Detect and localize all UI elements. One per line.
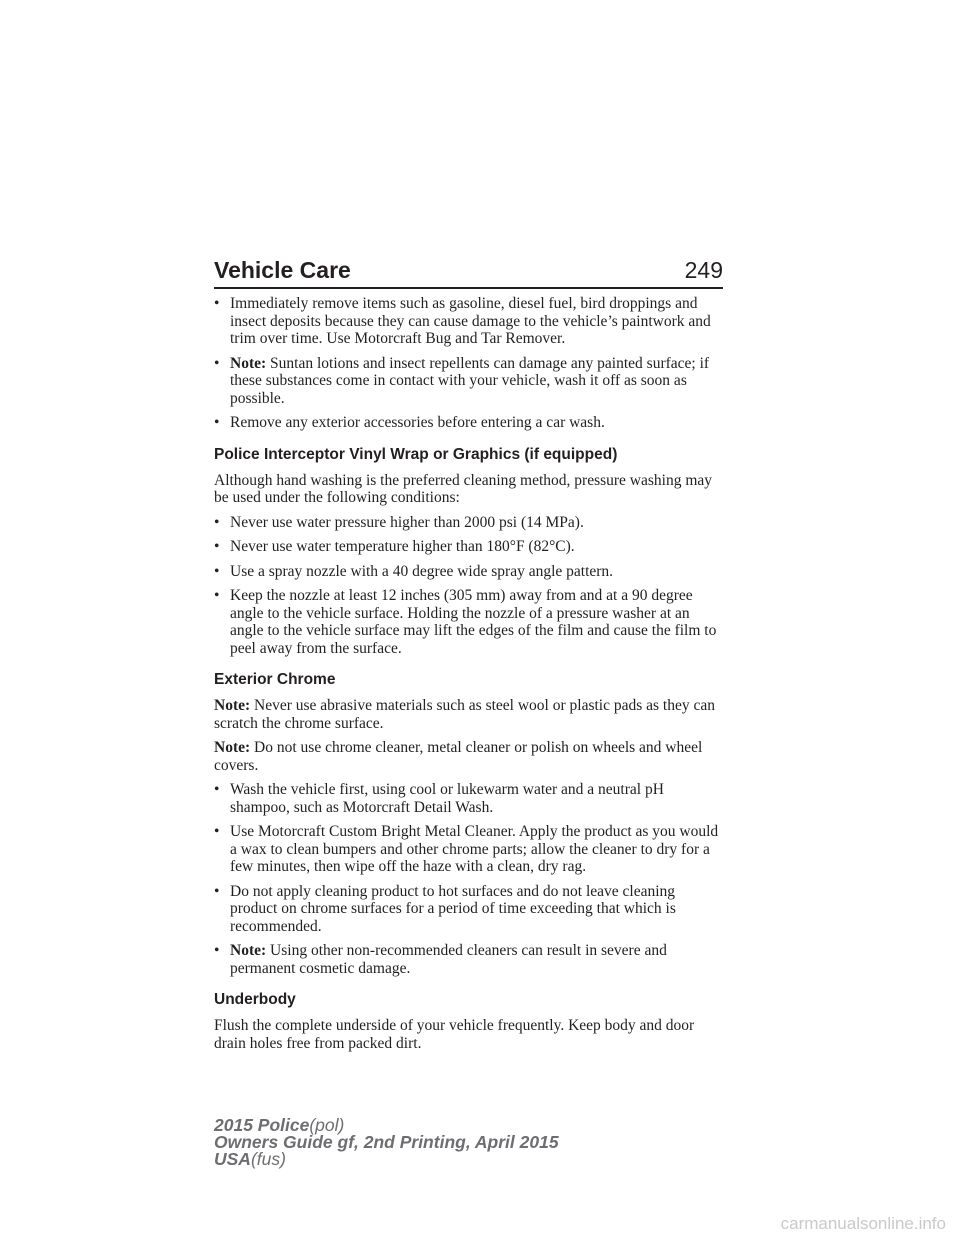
section-title: Vehicle Care	[214, 257, 351, 283]
bullet-text: Remove any exterior accessories before entering a car wash.	[230, 414, 605, 431]
bullet-text: Suntan lotions and insect repellents can damage any painted surface; if these substances come in contact with your vehicle, wash it off as soon as possible.	[230, 354, 710, 407]
bullet-text: Use a spray nozzle with a 40 degree wide spray angle pattern.	[230, 562, 614, 580]
footer-line-3	[214, 1151, 559, 1168]
paragraph: Although hand washing is the preferred cleaning method, pressure washing may be used under the following conditions:	[214, 471, 713, 506]
document-footer	[214, 1117, 559, 1168]
page-number: 249	[684, 257, 723, 283]
list-item	[214, 883, 723, 936]
header-divider	[214, 287, 723, 289]
bullet-text: Use Motorcraft Custom Bright Metal Cleaner. Apply the product as you would a wax to clean bumpers and other chrome parts; allow the cleaner to dry for a few minutes, then wipe off the haze with a clean, dry rag.	[230, 823, 719, 875]
bullet-glyph: •	[214, 354, 220, 372]
list-item	[214, 823, 723, 876]
section-heading-exterior-chrome: Exterior Chrome	[214, 671, 336, 688]
paragraph-text: Never use abrasive materials such as steel wool or plastic pads as they can scratch the chrome surface.	[214, 697, 715, 732]
note-label: Note:	[230, 354, 267, 372]
bullet-text: Wash the vehicle first, using cool or lukewarm water and a neutral pH shampoo, such as Motorcraft Detail Wash.	[230, 781, 664, 816]
bullet-text: Immediately remove items such as gasoline, diesel fuel, bird droppings and insect deposits because they can cause damage to the vehicle’s paintwork and trim over time. Use Motorcraft Bug and Tar Remover.	[230, 295, 711, 347]
bullet-glyph: •	[214, 781, 220, 798]
bullet-text: Never use water pressure higher than 2000 psi (14 MPa).	[230, 513, 584, 531]
bullet-glyph: •	[214, 414, 220, 431]
bullet-text: Do not apply cleaning product to hot surfaces and do not leave cleaning product on chrome surfaces for a period of time exceeding that which is recommended.	[230, 882, 676, 935]
paragraph-text: Do not use chrome cleaner, metal cleaner or polish on wheels and wheel covers.	[214, 739, 703, 774]
main-content	[214, 295, 723, 1059]
bullet-glyph: •	[214, 538, 220, 555]
bullet-text: Keep the nozzle at least 12 inches (305 mm) away from and at a 90 degree angle to the vehicle surface. Holding the nozzle of a pressure washer at an angle to the vehicle surface may lift the edges of the film and cause the film to peel away from the surface.	[230, 587, 717, 657]
footer-region: USA	[214, 1149, 251, 1169]
list-item	[214, 538, 723, 556]
section-heading-underbody: Underbody	[214, 991, 296, 1008]
footer-model: 2015 Police	[214, 1115, 310, 1135]
paragraph: Flush the complete underside of your vehicle frequently. Keep body and door drain holes free from packed dirt.	[214, 1017, 695, 1052]
list-item	[214, 355, 723, 408]
watermark: carmanualsonline.info	[780, 1214, 946, 1233]
footer-region-code: (fus)	[250, 1149, 286, 1169]
list-item	[214, 514, 723, 532]
list-item	[214, 563, 723, 581]
list-item	[214, 587, 723, 657]
bullet-glyph: •	[214, 882, 220, 900]
note-label: Note:	[214, 697, 251, 714]
note-label: Note:	[230, 942, 267, 959]
bullet-glyph: •	[214, 295, 220, 312]
paragraph	[214, 739, 723, 774]
bullet-text: Never use water temperature higher than 180°F (82°C).	[230, 538, 575, 555]
footer-model-code: (pol)	[309, 1115, 345, 1135]
list-item	[214, 942, 723, 977]
bullet-glyph: •	[214, 823, 220, 840]
paragraph	[214, 697, 723, 732]
bullet-glyph: •	[214, 513, 220, 531]
list-item	[214, 414, 723, 432]
bullet-glyph: •	[214, 587, 220, 604]
section-heading-vinyl-wrap: Police Interceptor Vinyl Wrap or Graphics (if equipped)	[214, 445, 618, 463]
list-item	[214, 781, 723, 816]
footer-line-2: Owners Guide gf, 2nd Printing, April 2015	[214, 1132, 559, 1152]
list-item	[214, 295, 723, 348]
bullet-glyph: •	[214, 562, 220, 580]
bullet-text: Using other non-recommended cleaners can result in severe and permanent cosmetic damage.	[230, 942, 667, 977]
bullet-glyph: •	[214, 942, 220, 959]
page-header	[214, 255, 723, 289]
note-label: Note:	[214, 739, 251, 756]
